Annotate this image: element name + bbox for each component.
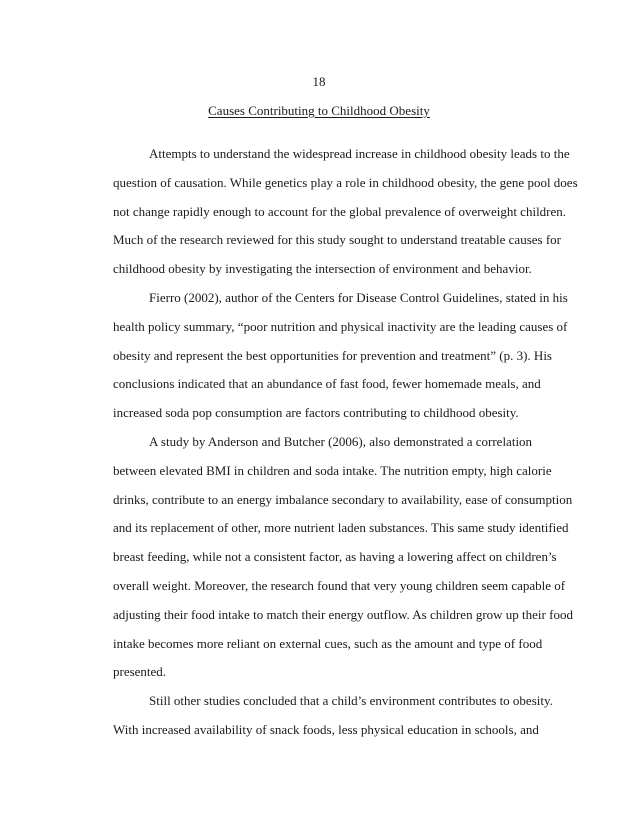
section-title: Causes Contributing to Childhood Obesity (208, 103, 430, 118)
text-line: and its replacement of other, more nutrient laden substances. This same study identified (113, 520, 569, 536)
text-line: adjusting their food intake to match their energy outflow. As children grow up their food (113, 606, 573, 622)
text-line: With increased availability of snack foods, less physical education in schools, and (113, 721, 539, 737)
text-line: not change rapidly enough to account for the global prevalence of overweight children. (113, 203, 567, 219)
page-number: 18 (312, 74, 326, 89)
text-line: increased soda pop consumption are factors contributing to childhood obesity. (113, 405, 519, 421)
body-text (113, 146, 583, 751)
text-line: obesity and represent the best opportunities for prevention and treatment” (p. 3). His (113, 347, 552, 363)
text-line: A study by Anderson and Butcher (2006), also demonstrated a correlation (149, 433, 533, 449)
text-line: Still other studies concluded that a child’s environment contributes to obesity. (149, 693, 553, 709)
text-line: Much of the research reviewed for this study sought to understand treatable causes for (113, 232, 561, 248)
text-line: between elevated BMI in children and soda intake. The nutrition empty, high calorie (113, 462, 552, 478)
text-line: childhood obesity by investigating the intersection of environment and behavior. (113, 261, 532, 277)
text-line: breast feeding, while not a consistent factor, as having a lowering affect on children’s (113, 549, 557, 565)
text-line: overall weight. Moreover, the research found that very young children seem capable of (113, 577, 566, 593)
text-line: health policy summary, “poor nutrition and physical inactivity are the leading causes of (113, 318, 568, 334)
text-line: conclusions indicated that an abundance of fast food, fewer homemade meals, and (113, 376, 541, 392)
text-line: presented. (113, 664, 167, 680)
text-line: Fierro (2002), author of the Centers for Disease Control Guidelines, stated in his (149, 289, 568, 305)
text-line: question of causation. While genetics play a role in childhood obesity, the gene pool does (113, 174, 578, 190)
text-line: Attempts to understand the widespread increase in childhood obesity leads to the (149, 146, 570, 161)
text-line: intake becomes more reliant on external cues, such as the amount and type of food (113, 635, 543, 651)
text-line: drinks, contribute to an energy imbalance secondary to availability, ease of consumption (113, 491, 573, 507)
